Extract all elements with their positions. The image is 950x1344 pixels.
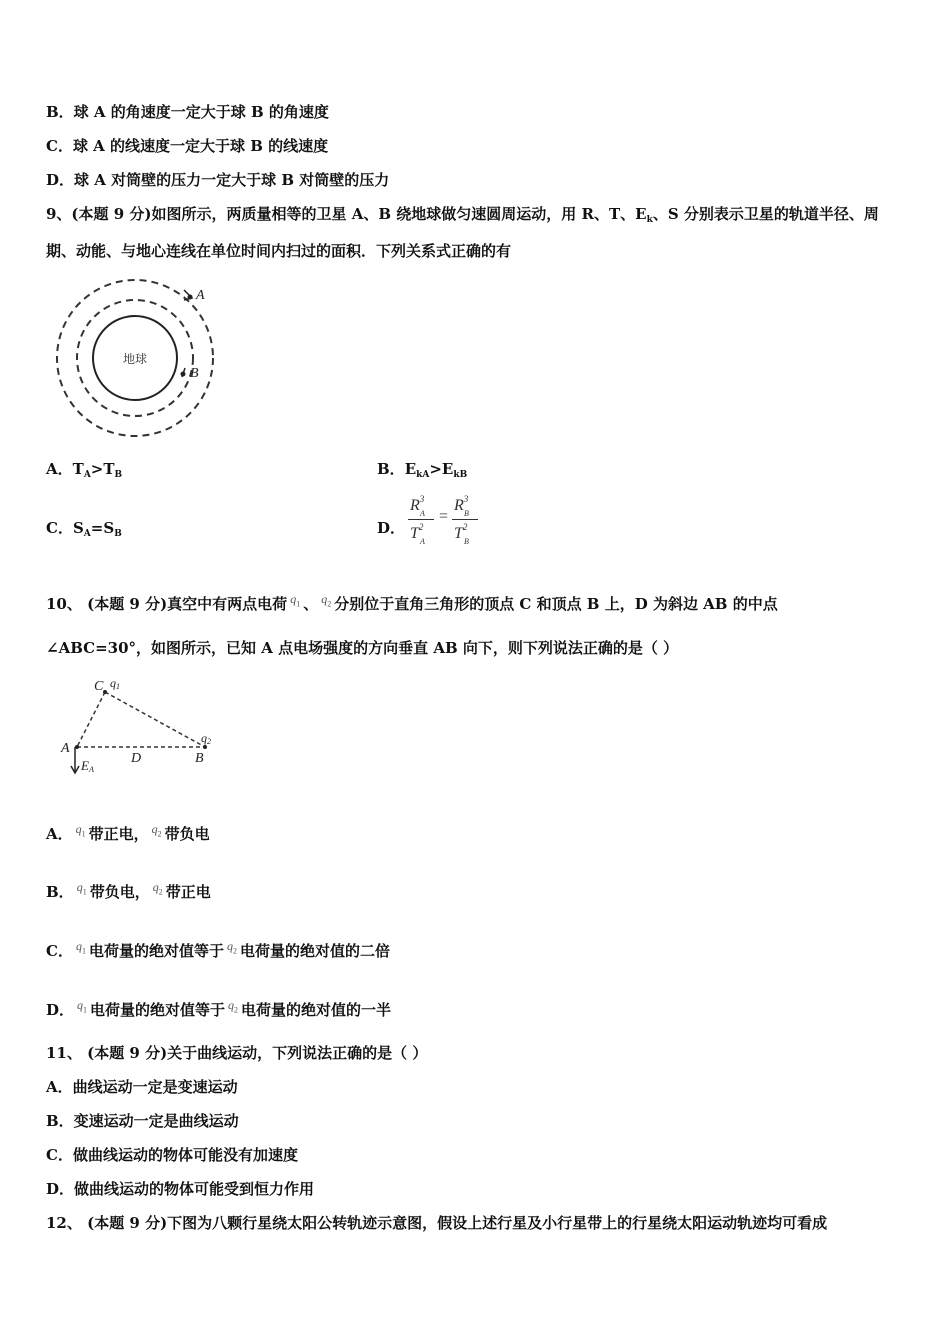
point-c: [103, 690, 107, 694]
q11-option-a: A．曲线运动一定是变速运动: [46, 1078, 238, 1096]
label-q1: q1: [110, 676, 120, 691]
q11-option-c: C．做曲线运动的物体可能没有加速度: [46, 1146, 298, 1164]
q10-stem-line2: ∠ABC=30°，如图所示，已知 A 点电场强度的方向垂直 AB 向下，则下列说法正确的是（ ）: [46, 639, 679, 657]
q9-option-b: B．$E_{kA}>E_{kB}$: [377, 460, 468, 480]
label-ea: EA: [81, 758, 94, 774]
q9-stem-line1: 9、(本题 9 分)如图所示，两质量相等的卫星 A、B 绕地球做匀速圆周运动，用 R、T、$E_k$、S 分别表示卫星的轨道半径、周: [46, 205, 879, 225]
q9-option-d-label: D．: [377, 519, 406, 537]
q9-option-d-formula: $R^3$ A $T^2$ A = $R^3$ B $T^2$ B: [408, 492, 480, 548]
q12-stem: 12、 (本题 9 分)下图为八颗行星绕太阳公转轨迹示意图，假设上述行星及小行星带上的行星绕太阳运动轨迹均可看成: [46, 1214, 828, 1232]
label-b: B: [195, 751, 204, 766]
label-c: C: [94, 679, 104, 694]
q8-option-c: C．球 A 的线速度一定大于球 B 的线速度: [46, 137, 329, 155]
earth-label: 地球: [123, 352, 148, 366]
q10-option-c: C． $^{q_1}$ 电荷量的绝对值等于 $^{q_2}$ 电荷量的绝对值的二倍: [46, 939, 390, 960]
q8-option-d: D．球 A 对筒壁的压力一定大于球 B 对筒壁的压力: [46, 171, 390, 189]
q10-option-a: A． $^{q_1}$ 带正电， $^{q_2}$ 带负电: [46, 822, 210, 843]
q10-triangle-figure: [55, 672, 230, 782]
q8-option-b: B．球 A 的角速度一定大于球 B 的角速度: [46, 103, 329, 121]
q9-stem-line2: 期、动能、与地心连线在单位时间内扫过的面积．下列关系式正确的有: [46, 242, 512, 260]
label-q2: q2: [201, 731, 211, 746]
q11-stem: 11、 (本题 9 分)关于曲线运动，下列说法正确的是（ ）: [46, 1044, 428, 1062]
q11-option-b: B．变速运动一定是曲线运动: [46, 1112, 239, 1130]
satellite-a-label: A: [196, 288, 205, 303]
q10-option-d: D． $^{q_1}$ 电荷量的绝对值等于 $^{q_2}$ 电荷量的绝对值的一半: [46, 998, 392, 1019]
q10-option-b: B． $^{q_1}$ 带负电， $^{q_2}$ 带正电: [46, 880, 211, 901]
label-d: D: [131, 751, 142, 766]
q10-stem-line1: 10、 (本题 9 分)真空中有两点电荷 $^{q_1}$ 、 $^{q_2}$ 分别位于直角三角形的顶点 C 和顶点 B 上，D 为斜边 AB 的中点: [46, 592, 778, 613]
label-a: A: [61, 741, 70, 756]
q9-option-a: A．$T_A>T_B$: [46, 460, 123, 480]
q9-orbit-figure: [50, 276, 220, 446]
q9-option-c: C．$S_A=S_B$: [46, 519, 122, 539]
q11-option-d: D．做曲线运动的物体可能受到恒力作用: [46, 1180, 315, 1198]
satellite-b-label: B: [190, 366, 199, 381]
